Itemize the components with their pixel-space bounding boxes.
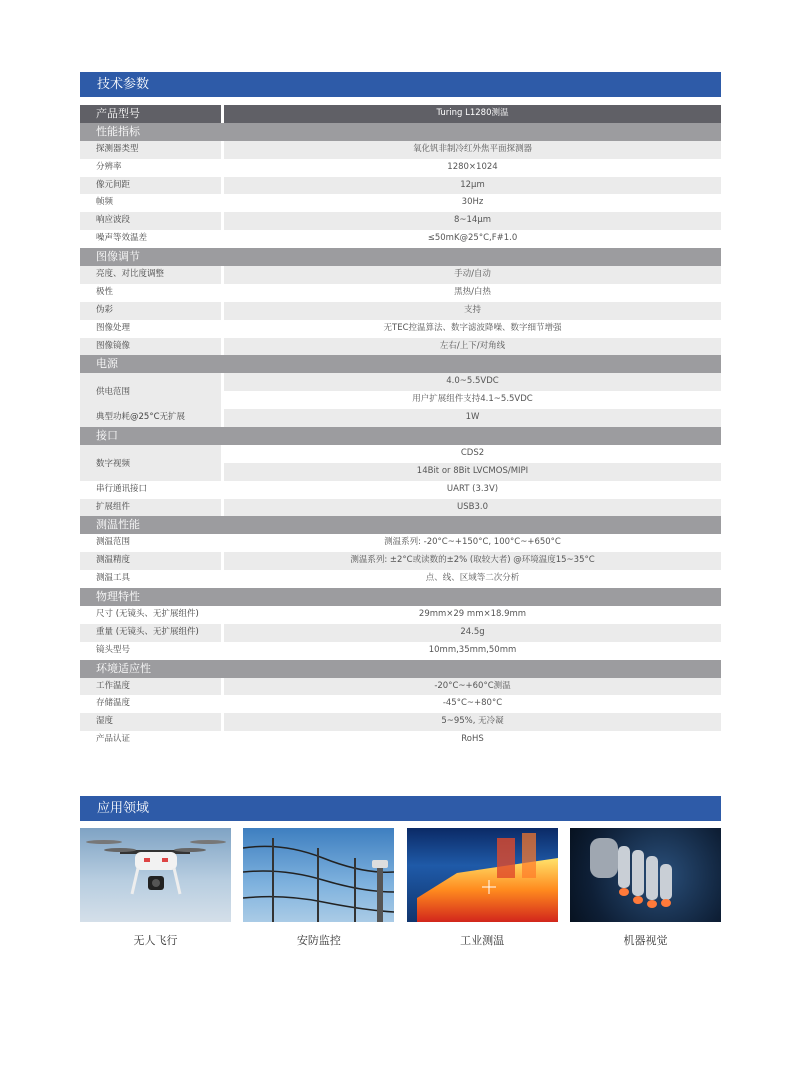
table-row [80, 499, 721, 517]
group-title-row [80, 516, 721, 534]
barbed-wire-fence-photo-icon [243, 828, 394, 922]
row-key: 存储温度 [80, 695, 221, 713]
row-key: 供电范围 [80, 373, 221, 409]
row-key: 测温精度 [80, 552, 221, 570]
table-row [80, 731, 721, 749]
row-key: 噪声等效温差 [80, 230, 221, 248]
table-row [80, 159, 721, 177]
row-key: 测温范围 [80, 534, 221, 552]
row-value: 用户扩展组件支持4.1~5.5VDC [224, 391, 721, 409]
row-key: 探测器类型 [80, 141, 221, 159]
group-title-row [80, 427, 721, 445]
row-value: -20°C~+60°C测温 [224, 678, 721, 696]
group-title: 性能指标 [96, 124, 140, 138]
row-value: 10mm,35mm,50mm [224, 642, 721, 660]
drone-photo-icon [80, 828, 231, 922]
application-gallery [80, 828, 721, 948]
app-card-vision [570, 828, 721, 948]
table-row [80, 642, 721, 660]
row-value: 14Bit or 8Bit LVCMOS/MIPI [224, 463, 721, 481]
table-row [80, 678, 721, 696]
row-key: 分辨率 [80, 159, 221, 177]
table-row [80, 570, 721, 588]
app-caption: 机器视觉 [623, 934, 668, 947]
table-row [80, 284, 721, 302]
row-value: 12μm [224, 177, 721, 195]
row-key: 数字视频 [80, 445, 221, 481]
table-row [80, 373, 721, 409]
app-card-security [243, 828, 394, 948]
row-key: 亮度、对比度调整 [80, 266, 221, 284]
table-row [80, 534, 721, 552]
table-row [80, 320, 721, 338]
table-row [80, 212, 721, 230]
row-value: USB3.0 [224, 499, 721, 517]
table-row [80, 481, 721, 499]
row-value: 1280×1024 [224, 159, 721, 177]
row-value: 氧化钒非制冷红外焦平面探测器 [224, 141, 721, 159]
row-key: 响应波段 [80, 212, 221, 230]
table-row [80, 445, 721, 481]
row-value: 1W [224, 409, 721, 427]
row-key: 测温工具 [80, 570, 221, 588]
row-value: 8~14μm [224, 212, 721, 230]
row-value: 黑热/白热 [224, 284, 721, 302]
row-key: 图像镜像 [80, 338, 221, 356]
robot-hand-photo-icon [570, 828, 721, 922]
group-title-row [80, 355, 721, 373]
row-key: 重量 (无镜头、无扩展组件) [80, 624, 221, 642]
table-row [80, 141, 721, 159]
spec-table [80, 105, 721, 749]
row-value: 5~95%, 无冷凝 [224, 713, 721, 731]
group-title: 接口 [96, 429, 118, 443]
row-key: 镜头型号 [80, 642, 221, 660]
row-value: 4.0~5.5VDC [224, 373, 721, 391]
row-value: 左右/上下/对角线 [224, 338, 721, 356]
thermal-image-photo-icon [407, 828, 558, 922]
table-row [80, 266, 721, 284]
group-title-row [80, 248, 721, 266]
row-key: 帧频 [80, 194, 221, 212]
row-key: 图像处理 [80, 320, 221, 338]
row-value: UART (3.3V) [224, 481, 721, 499]
row-value: 手动/自动 [224, 266, 721, 284]
app-card-industrial [407, 828, 558, 948]
row-key: 扩展组件 [80, 499, 221, 517]
group-title-row [80, 588, 721, 606]
app-caption: 无人飞行 [133, 934, 178, 947]
row-value: 测温系列: -20°C~+150°C, 100°C~+650°C [224, 534, 721, 552]
row-value: 支持 [224, 302, 721, 320]
row-key: 湿度 [80, 713, 221, 731]
table-row [80, 302, 721, 320]
app-caption: 工业测温 [460, 934, 505, 947]
group-title-row [80, 123, 721, 141]
group-title: 环境适应性 [96, 661, 151, 675]
row-value: CDS2 [224, 445, 721, 463]
row-key: 典型功耗@25°C无扩展 [80, 409, 221, 427]
table-row [80, 695, 721, 713]
table-row [80, 194, 721, 212]
table-row [80, 230, 721, 248]
table-row [80, 338, 721, 356]
group-title-row [80, 660, 721, 678]
row-key: 伪彩 [80, 302, 221, 320]
apps-section-title: 应用领域 [80, 796, 721, 821]
group-title: 电源 [96, 357, 118, 371]
table-row [80, 606, 721, 624]
row-key: 串行通讯接口 [80, 481, 221, 499]
row-value: 29mm×29 mm×18.9mm [224, 606, 721, 624]
row-value: ≤50mK@25°C,F#1.0 [224, 230, 721, 248]
table-row [80, 624, 721, 642]
group-title: 物理特性 [96, 590, 140, 604]
table-row [80, 409, 721, 427]
row-value: 点、线、区域等二次分析 [224, 570, 721, 588]
table-header-row [80, 105, 721, 123]
specs-section-title: 技术参数 [80, 72, 721, 97]
row-value: 30Hz [224, 194, 721, 212]
row-key: 产品认证 [80, 731, 221, 749]
table-row [80, 177, 721, 195]
app-card-drone [80, 828, 231, 948]
row-value: 无TEC控温算法、数字滤波降噪、数字细节增强 [224, 320, 721, 338]
group-title: 测温性能 [96, 518, 140, 532]
header-label: 产品型号 [80, 105, 221, 123]
row-value: -45°C~+80°C [224, 695, 721, 713]
row-value: 测温系列: ±2°C或读数的±2% (取较大者) @环境温度15~35°C [224, 552, 721, 570]
header-value: Turing L1280测温 [224, 105, 721, 123]
group-title: 图像调节 [96, 250, 140, 264]
table-row [80, 713, 721, 731]
row-value: 24.5g [224, 624, 721, 642]
row-key: 像元间距 [80, 177, 221, 195]
app-caption: 安防监控 [296, 934, 341, 947]
row-key: 尺寸 (无镜头、无扩展组件) [80, 606, 221, 624]
table-row [80, 552, 721, 570]
row-key: 工作温度 [80, 678, 221, 696]
row-key: 极性 [80, 284, 221, 302]
row-value: RoHS [224, 731, 721, 749]
